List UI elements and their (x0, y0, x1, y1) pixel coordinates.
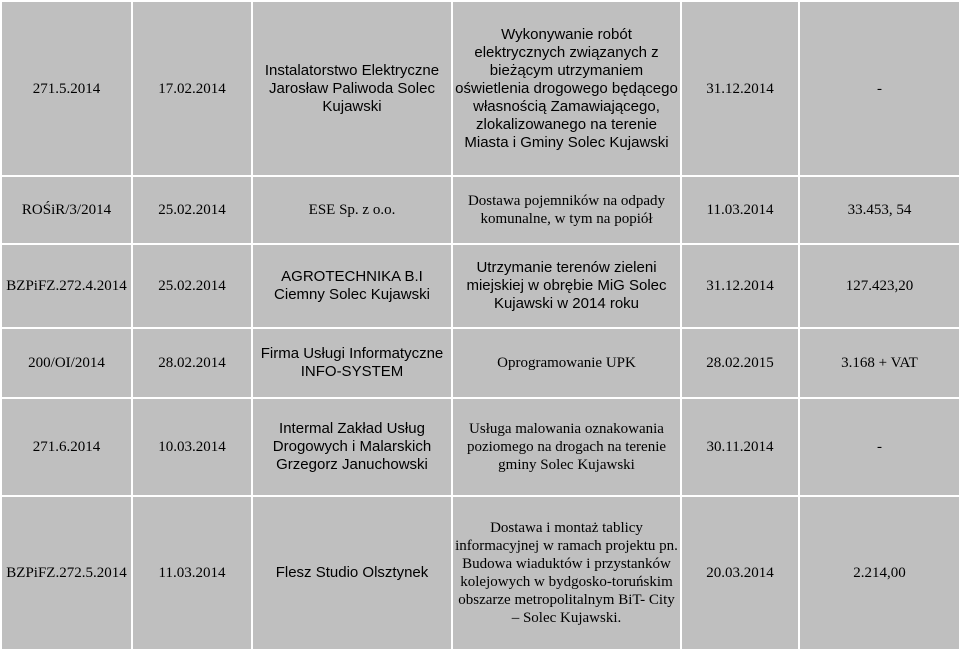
deadline: 31.12.2014 (681, 244, 799, 328)
contract-value: - (799, 1, 959, 176)
table-row (1, 1, 959, 176)
contract-subject: Dostawa i montaż tablicy informacyjnej w ramach projektu pn. Budowa wiaduktów i przystanków kolejowych w bydgosko-toruńskim obszarze metropolitalnym BiT- City – Solec Kujawski. (452, 496, 681, 650)
deadline: 30.11.2014 (681, 398, 799, 496)
contractor: Intermal Zakład Usług Drogowych i Malarskich Grzegorz Januchowski (252, 398, 452, 496)
table-row (1, 496, 959, 650)
contract-subject: Oprogramowanie UPK (452, 328, 681, 398)
contract-value: 3.168 + VAT (799, 328, 959, 398)
table-row (1, 398, 959, 496)
contract-value: 33.453, 54 (799, 176, 959, 244)
contractor: Firma Usługi Informatyczne INFO-SYSTEM (252, 328, 452, 398)
contract-number: 200/OI/2014 (1, 328, 132, 398)
contract-date: 11.03.2014 (132, 496, 252, 650)
contract-number: 271.6.2014 (1, 398, 132, 496)
contract-date: 25.02.2014 (132, 176, 252, 244)
contract-date: 28.02.2014 (132, 328, 252, 398)
contract-subject: Utrzymanie terenów zieleni miejskiej w obrębie MiG Solec Kujawski w 2014 roku (452, 244, 681, 328)
contract-date: 25.02.2014 (132, 244, 252, 328)
table-row (1, 244, 959, 328)
deadline: 28.02.2015 (681, 328, 799, 398)
contractor: Flesz Studio Olsztynek (252, 496, 452, 650)
deadline: 31.12.2014 (681, 1, 799, 176)
contract-number: BZPiFZ.272.5.2014 (1, 496, 132, 650)
contract-subject: Usługa malowania oznakowania poziomego na drogach na terenie gminy Solec Kujawski (452, 398, 681, 496)
contractor: Instalatorstwo Elektryczne Jarosław Paliwoda Solec Kujawski (252, 1, 452, 176)
deadline: 20.03.2014 (681, 496, 799, 650)
contract-value: 127.423,20 (799, 244, 959, 328)
contract-value: 2.214,00 (799, 496, 959, 650)
contract-date: 10.03.2014 (132, 398, 252, 496)
table-row (1, 328, 959, 398)
contract-number: ROŚiR/3/2014 (1, 176, 132, 244)
contract-subject: Wykonywanie robót elektrycznych związanych z bieżącym utrzymaniem oświetlenia drogowego będącego własnością Zamawiającego, zlokalizowanego na terenie Miasta i Gminy Solec Kujawski (452, 1, 681, 176)
contractor: AGROTECHNIKA B.I Ciemny Solec Kujawski (252, 244, 452, 328)
contractor: ESE Sp. z o.o. (252, 176, 452, 244)
deadline: 11.03.2014 (681, 176, 799, 244)
contract-value: - (799, 398, 959, 496)
contract-number: 271.5.2014 (1, 1, 132, 176)
table-row (1, 176, 959, 244)
contract-date: 17.02.2014 (132, 1, 252, 176)
contract-subject: Dostawa pojemników na odpady komunalne, w tym na popiół (452, 176, 681, 244)
contract-number: BZPiFZ.272.4.2014 (1, 244, 132, 328)
